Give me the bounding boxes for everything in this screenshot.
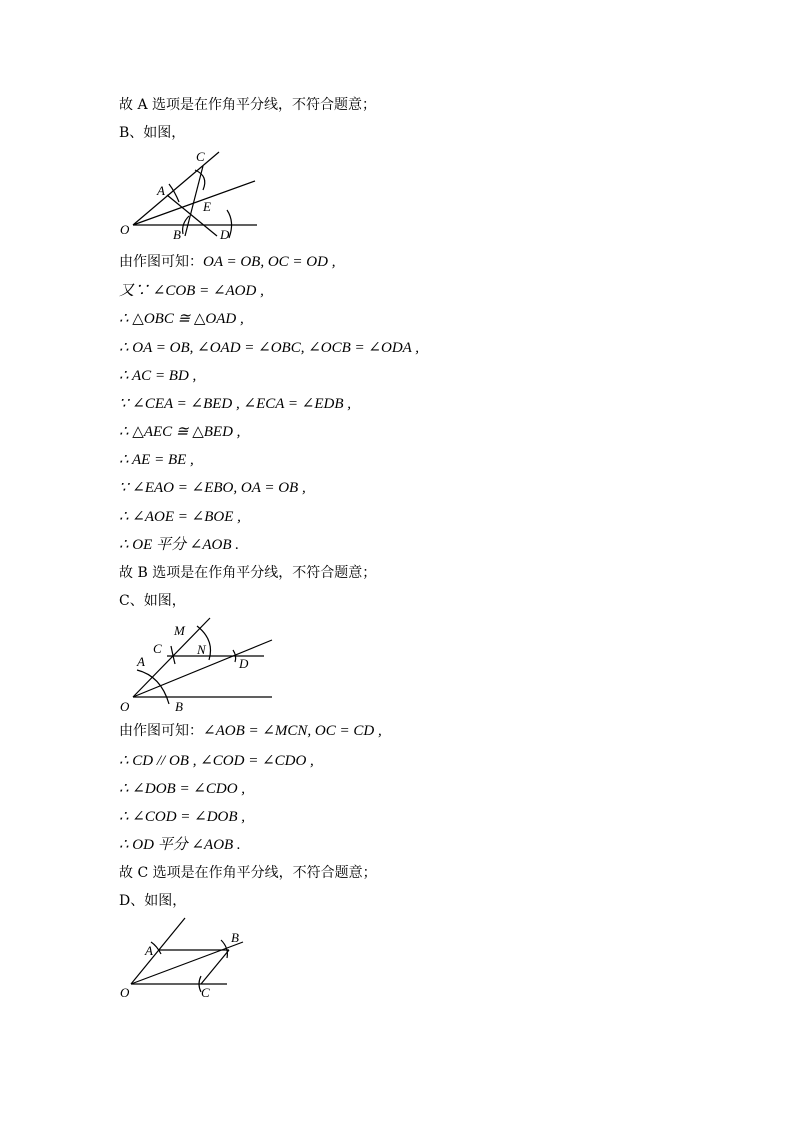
math-expression: OA = OB, OC = OD , [203, 254, 336, 270]
text-line-label: 由作图可知： [119, 254, 203, 270]
text-line [119, 721, 382, 741]
point-label: B [173, 227, 181, 242]
point-label: A [145, 943, 153, 958]
point-label: O [120, 222, 130, 237]
point-label: B [175, 699, 183, 714]
point-label: D [239, 656, 249, 671]
text-line: C、如图， [119, 593, 186, 609]
text-line: 故 A 选项是在作角平分线，不符合题意； [119, 97, 377, 113]
point-label: M [174, 623, 185, 638]
text-line: 又∵ ∠COB = ∠AOD , [119, 283, 264, 299]
text-line: ∵ ∠EAO = ∠EBO, OA = OB , [119, 480, 306, 496]
point-label: D [220, 227, 230, 242]
segment-bc [201, 950, 229, 984]
text-line [119, 252, 335, 272]
point-label: O [120, 985, 130, 1000]
point-label: O [120, 699, 130, 714]
text-line: D、如图， [119, 893, 187, 909]
text-line: ∴ △AEC ≅ △BED , [119, 424, 241, 440]
point-label: C [153, 641, 162, 656]
text-line: 故 B 选项是在作角平分线，不符合题意； [119, 565, 377, 581]
point-label: C [201, 985, 210, 1000]
point-label: E [203, 199, 211, 214]
figure-c [117, 616, 282, 716]
text-line: ∴ OA = OB, ∠OAD = ∠OBC, ∠OCB = ∠ODA , [119, 340, 420, 356]
text-line-label: 由作图可知： [119, 723, 203, 739]
text-line: ∴ ∠DOB = ∠CDO , [119, 781, 246, 797]
text-line: ∵ ∠CEA = ∠BED , ∠ECA = ∠EDB , [119, 396, 351, 412]
text-line: ∴ ∠COD = ∠DOB , [119, 809, 246, 825]
point-label: A [157, 183, 165, 198]
arc-ab [137, 670, 169, 704]
text-line: B、如图， [119, 125, 186, 141]
point-label: C [196, 149, 205, 164]
point-label: B [231, 930, 239, 945]
point-label: N [197, 642, 206, 657]
text-line: ∴ AE = BE , [119, 452, 194, 468]
point-label: A [137, 654, 145, 669]
text-line: ∴ AC = BD , [119, 368, 197, 384]
text-line: 故 C 选项是在作角平分线，不符合题意； [119, 865, 377, 881]
ray-oc [133, 152, 219, 225]
math-expression: ∠AOB = ∠MCN, OC = CD , [203, 723, 382, 739]
figure-b [117, 148, 277, 243]
figure-d [117, 914, 252, 1004]
text-line: ∴ ∠AOE = ∠BOE , [119, 509, 241, 525]
text-line: ∴ OE 平分 ∠AOB . [119, 537, 240, 553]
text-line: ∴ △OBC ≅ △OAD , [119, 311, 244, 327]
text-line: ∴ OD 平分 ∠AOB . [119, 837, 241, 853]
text-line: ∴ CD // OB , ∠COD = ∠CDO , [119, 753, 314, 769]
